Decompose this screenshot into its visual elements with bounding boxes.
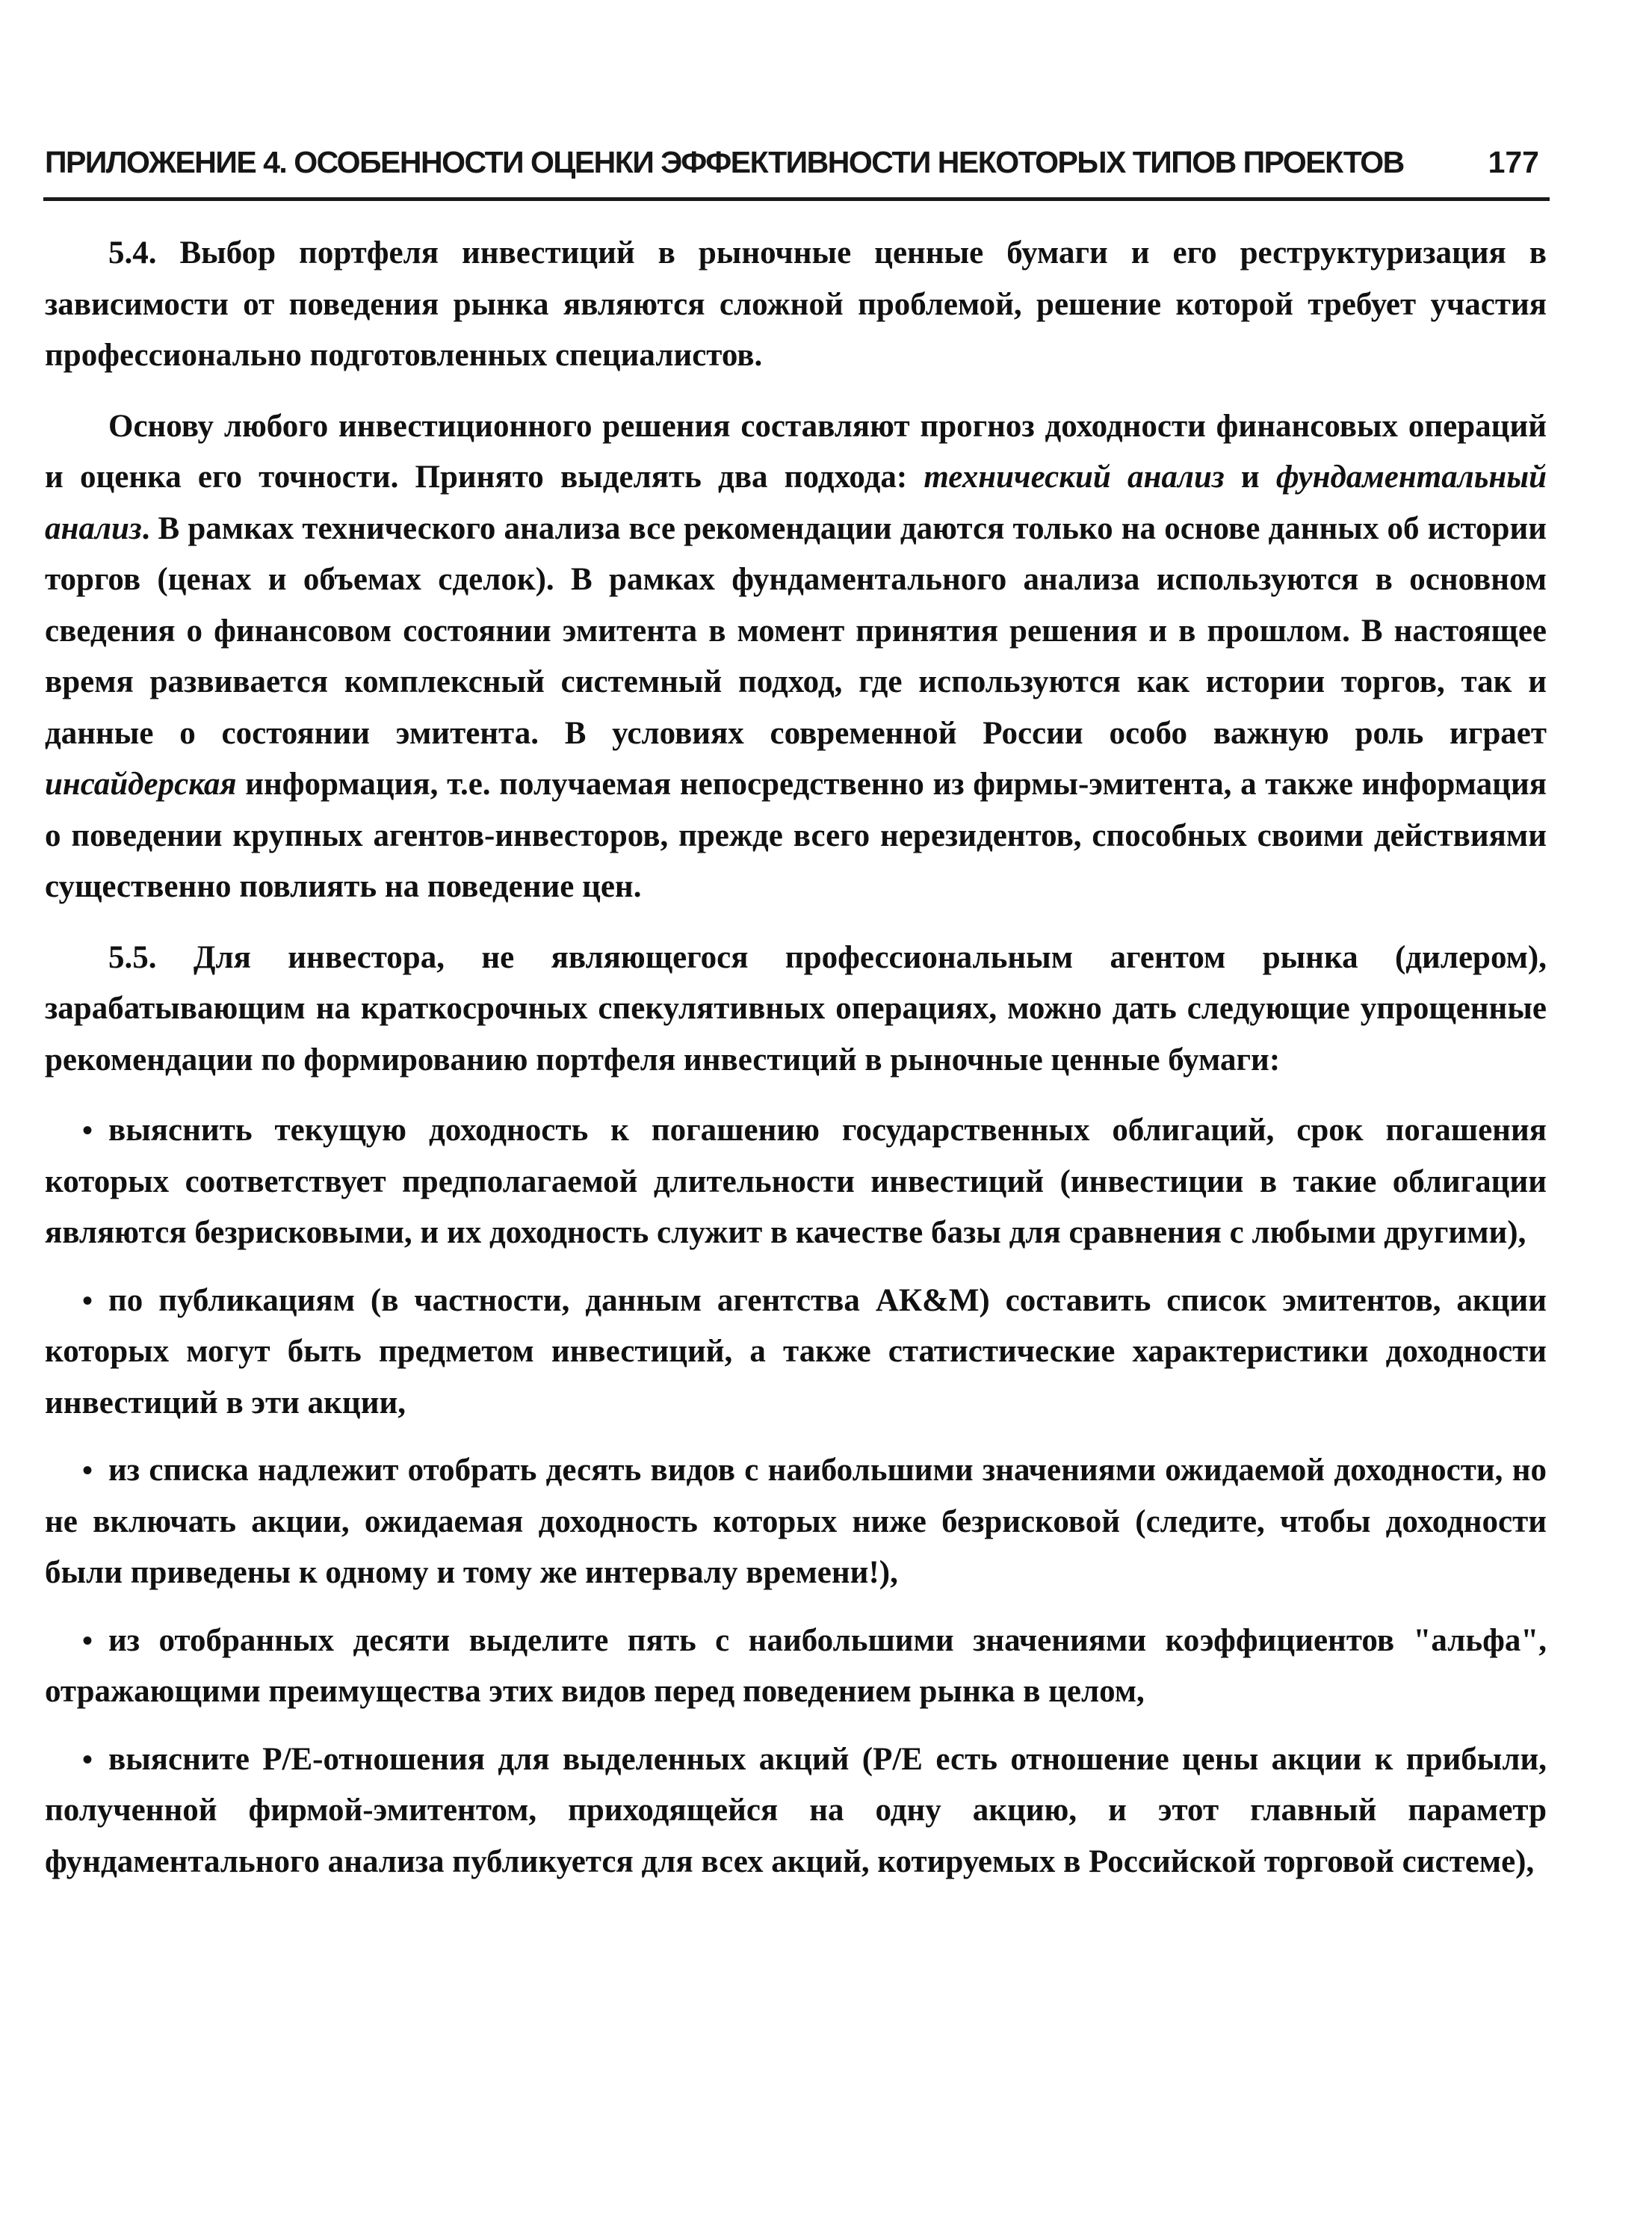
- paragraph-text: . В рамках технического анализа все рекомендации даются только на основе данных об истории торгов (ценах и объемах сделок). В рамках фундаментального анализа используются в основном сведения о финансовом состоянии эмитента в момент принятия решения и в прошлом. В настоящее время развивается комплексный системный подход, где используются как истории торгов, так и данные о состоянии эмитента. В условиях современной России особо важную роль играет: [45, 510, 1547, 751]
- bullet-icon: •: [82, 1623, 93, 1657]
- term-fundamental-analysis: фундаментальный анализ: [45, 460, 1547, 546]
- term-technical-analysis: технический анализ: [924, 460, 1225, 495]
- paragraph-text: информация, т.е. получаемая непосредственно из фирмы-эмитента, а также информация о поведении крупных агентов-инвесторов, прежде всего нерезидентов, способных своими действиями существенно повлиять на поведение цен.: [45, 767, 1547, 904]
- page-number: 177: [1488, 145, 1539, 179]
- list-item-text: выясните Р/Е-отношения для выделенных акций (Р/Е есть отношение цены акции к прибыли, полученной фирмой-эмитентом, приходящейся на одну акцию, и этот главный параметр фундаментального анализа публикуется для всех акций, котируемых в Российской торговой системе),: [45, 1741, 1547, 1879]
- paragraph-analysis: [45, 401, 1547, 913]
- list-item: [45, 1734, 1547, 1888]
- paragraph-text: и: [1224, 460, 1276, 495]
- list-item-text: по публикациям (в частности, данным агентства АК&М) составить список эмитентов, акции которых могут быть предметом инвестиций, а также статистические характеристики доходности инвестиций в эти акции,: [45, 1282, 1547, 1421]
- bullet-icon: •: [82, 1283, 93, 1317]
- header-rule: [43, 197, 1550, 201]
- running-header: [45, 145, 1547, 190]
- list-item-text: из отобранных десяти выделите пять с наибольшими значениями коэффициентов "альфа", отражающими преимущества этих видов перед поведением рынка в целом,: [45, 1622, 1547, 1709]
- paragraph-text: Основу любого инвестиционного решения составляют прогноз доходности финансовых операций и оценка его точности. Принято выделять два подхода:: [45, 408, 1547, 495]
- list-item: [45, 1276, 1547, 1429]
- list-item: [45, 1616, 1547, 1718]
- bullet-icon: •: [82, 1742, 93, 1776]
- main-text: [45, 228, 1547, 1904]
- list-item-text: из списка надлежит отобрать десять видов с наибольшими значениями ожидаемой доходности, но не включать акции, ожидаемая доходность которых ниже безрисковой (следите, чтобы доходности были приведены к одному и тому же интервалу времени!),: [45, 1453, 1547, 1590]
- header-title: ПРИЛОЖЕНИЕ 4. ОСОБЕННОСТИ ОЦЕНКИ ЭФФЕКТИВНОСТИ НЕКОТОРЫХ ТИПОВ ПРОЕКТОВ: [45, 145, 1404, 179]
- paragraph-5-5: 5.5. Для инвестора, не являющегося профессиональным агентом рынка (дилером), зарабатывающим на краткосрочных спекулятивных операциях, можно дать следующие упрощенные рекомендации по формированию портфеля инвестиций в рыночные ценные бумаги:: [45, 939, 1547, 1078]
- bullet-icon: •: [82, 1453, 93, 1487]
- bullet-icon: •: [82, 1113, 93, 1147]
- list-item: [45, 1445, 1547, 1599]
- recommendation-list: [45, 1105, 1547, 1888]
- list-item-text: выяснить текущую доходность к погашению государственных облигаций, срок погашения которых соответствует предполагаемой длительности инвестиций (инвестиции в такие облигации являются безрисковыми, и их доходность служит в качестве базы для сравнения с любыми другими),: [45, 1113, 1547, 1250]
- paragraph-5-4: 5.4. Выбор портфеля инвестиций в рыночные ценные бумаги и его реструктуризация в зависимости от поведения рынка являются сложной проблемой, решение которой требует участия профессионально подготовленных специалистов.: [45, 235, 1547, 373]
- list-item: [45, 1105, 1547, 1259]
- term-insider: инсайдерская: [45, 767, 237, 802]
